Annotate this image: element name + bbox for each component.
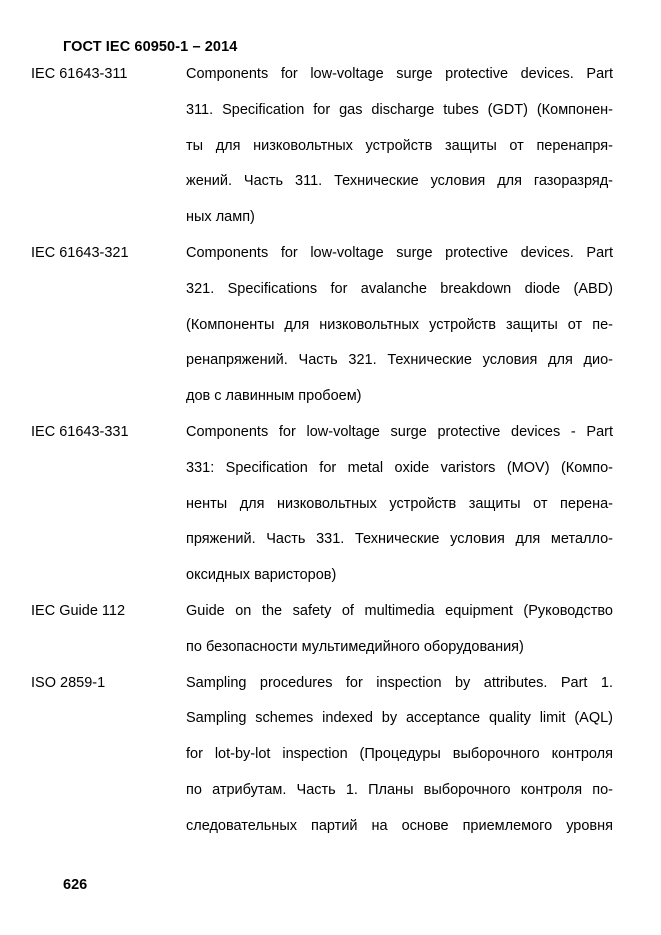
reference-description: [186, 415, 613, 594]
description-line: 311. Specification for gas discharge tubes (GDT) (Компонен-: [186, 101, 613, 118]
description-line: пряжений. Часть 331. Технические условия для металло-: [186, 531, 613, 548]
description-line: по безопасности мультимедийного оборудования): [186, 638, 524, 655]
description-line: 321. Specifications for avalanche breakdown diode (ABD): [186, 280, 613, 297]
reference-list: [31, 57, 613, 845]
reference-code: IEC 61643-311: [31, 66, 128, 82]
reference-entry: [31, 57, 613, 236]
description-line: ных ламп): [186, 209, 255, 226]
description-line: for lot-by-lot inspection (Процедуры выборочного контроля: [186, 746, 613, 763]
description-line: оксидных варисторов): [186, 567, 337, 584]
description-line: Components for low-voltage surge protective devices. Part: [186, 244, 613, 261]
description-line: дов с лавинным пробоем): [186, 388, 362, 405]
description-line: Components for low-voltage surge protective devices - Part: [186, 423, 613, 440]
description-line: (Компоненты для низковольтных устройств защиты от пе-: [186, 316, 613, 333]
reference-code: ISO 2859-1: [31, 674, 106, 691]
reference-code: IEC Guide 112: [31, 602, 126, 619]
description-line: жений. Часть 311. Технические условия для газоразряд-: [186, 173, 613, 190]
reference-entry: [31, 666, 613, 845]
description-line: ты для низковольтных устройств защиты от перенапря-: [186, 137, 613, 154]
description-line: ренапряжений. Часть 321. Технические условия для дио-: [186, 352, 613, 369]
reference-code: IEC 61643-331: [31, 423, 129, 440]
description-line: Guide on the safety of multimedia equipment (Руководство: [186, 602, 613, 619]
description-line: по атрибутам. Часть 1. Планы выборочного контроля по-: [186, 781, 613, 798]
page-number: 626: [63, 877, 88, 893]
description-line: ненты для низковольтных устройств защиты от перена-: [186, 495, 613, 512]
reference-description: [186, 236, 613, 415]
reference-entry: [31, 415, 613, 594]
description-line: Sampling schemes indexed by acceptance quality limit (AQL): [186, 710, 613, 727]
description-line: Sampling procedures for inspection by attributes. Part 1.: [186, 674, 613, 691]
reference-entry: [31, 236, 613, 415]
document-header: ГОСТ IEC 60950-1 – 2014: [63, 39, 238, 55]
reference-description: [186, 666, 613, 845]
reference-entry: [31, 594, 613, 666]
description-line: следовательных партий на основе приемлемого уровня: [186, 817, 613, 834]
reference-code: IEC 61643-321: [31, 244, 129, 261]
description-line: Components for low-voltage surge protective devices. Part: [186, 66, 613, 82]
reference-description: [186, 594, 613, 666]
description-line: 331: Specification for metal oxide varistors (MOV) (Компо-: [186, 459, 613, 476]
reference-description: [186, 57, 613, 236]
